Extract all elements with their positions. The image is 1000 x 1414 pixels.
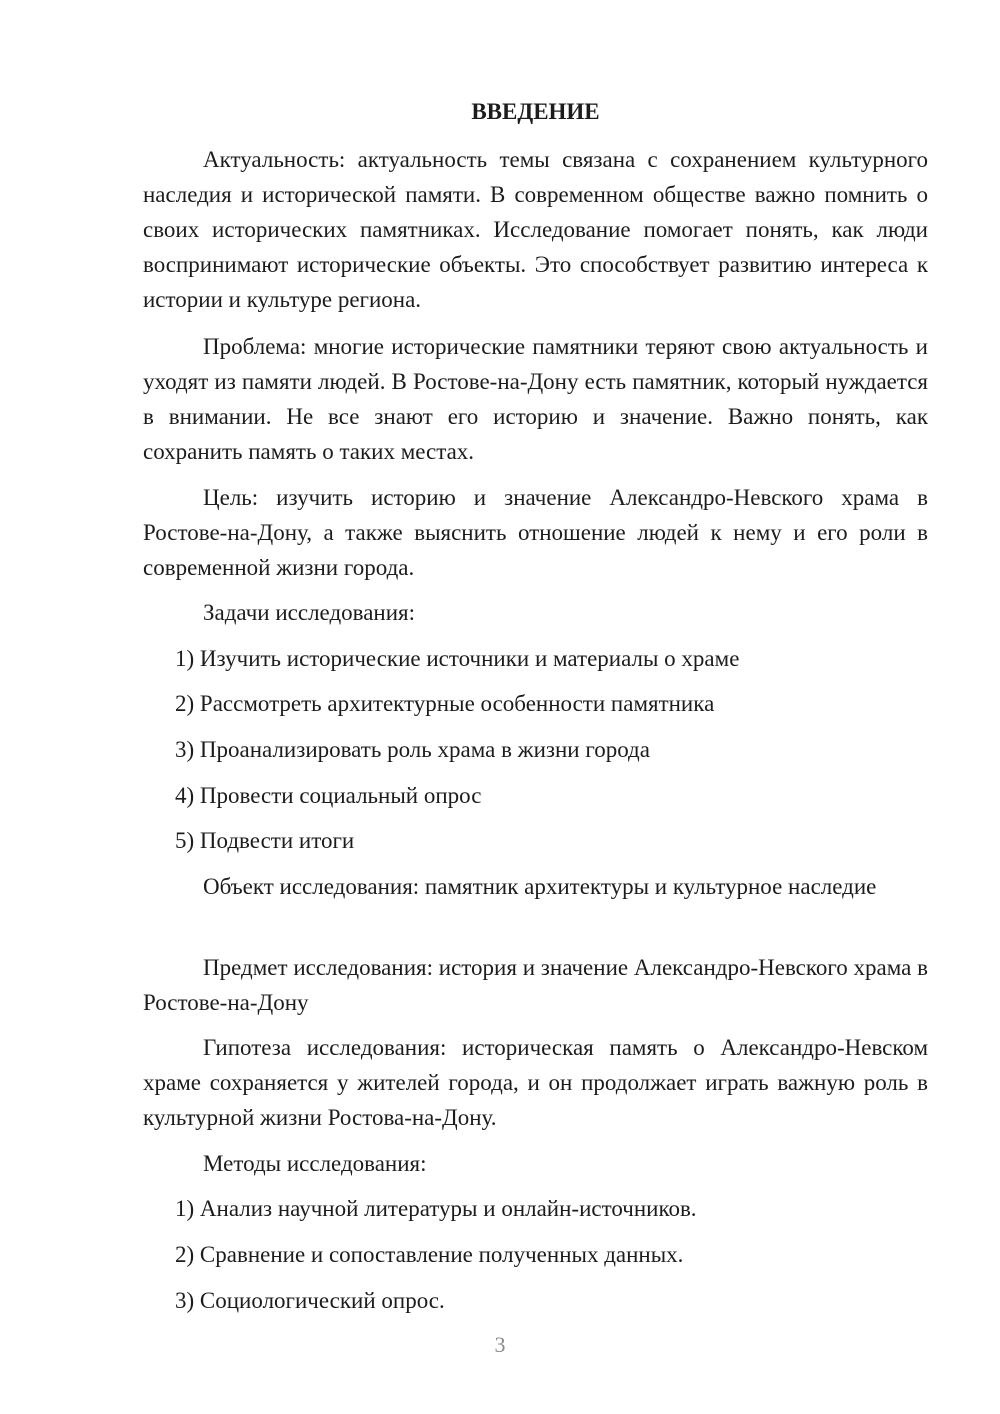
paragraph-goal: Цель: изучить историю и значение Александро-Невского храма в Ростове-на-Дону, а также выяснить отношение людей к нему и его роли в современной жизни города. xyxy=(143,485,928,580)
task-item-3: 3) Проанализировать роль храма в жизни города xyxy=(175,737,650,762)
task-item-5: 5) Подвести итоги xyxy=(175,828,355,853)
paragraph-subject: Предмет исследования: история и значение Александро-Невского храма в Ростове-на-Дону xyxy=(143,955,928,1015)
page-title: ВВЕДЕНИЕ xyxy=(471,99,600,124)
method-item-2: 2) Сравнение и сопоставление полученных данных. xyxy=(175,1242,684,1267)
method-item-1: 1) Анализ научной литературы и онлайн-источников. xyxy=(175,1196,697,1221)
task-item-2: 2) Рассмотреть архитектурные особенности памятника xyxy=(175,691,715,716)
task-item-1: 1) Изучить исторические источники и материалы о храме xyxy=(175,646,740,671)
page-number: 3 xyxy=(494,1332,506,1357)
method-item-3: 3) Социологический опрос. xyxy=(175,1288,445,1313)
paragraph-actuality: Актуальность: актуальность темы связана с сохранением культурного наследия и исторической памяти. В современном обществе важно помнить о своих исторических памятниках. Исследование помогает понять, как люди воспринимают исторические объекты. Это способствует развитию интереса к истории и культуре региона. xyxy=(143,147,928,312)
tasks-heading: Задачи исследования: xyxy=(203,600,416,625)
paragraph-object: Объект исследования: памятник архитектуры и культурное наследие xyxy=(203,874,877,899)
task-item-4: 4) Провести социальный опрос xyxy=(175,783,482,808)
paragraph-hypothesis: Гипотеза исследования: историческая память о Александро-Невском храме сохраняется у жителей города, и он продолжает играть важную роль в культурной жизни Ростова-на-Дону. xyxy=(143,1035,928,1130)
methods-heading: Методы исследования: xyxy=(203,1151,427,1176)
paragraph-problem: Проблема: многие исторические памятники теряют свою актуальность и уходят из памяти людей. В Ростове-на-Дону есть памятник, который нуждается в внимании. Не все знают его историю и значение. Важно понять, как сохранить память о таких местах. xyxy=(143,334,928,464)
